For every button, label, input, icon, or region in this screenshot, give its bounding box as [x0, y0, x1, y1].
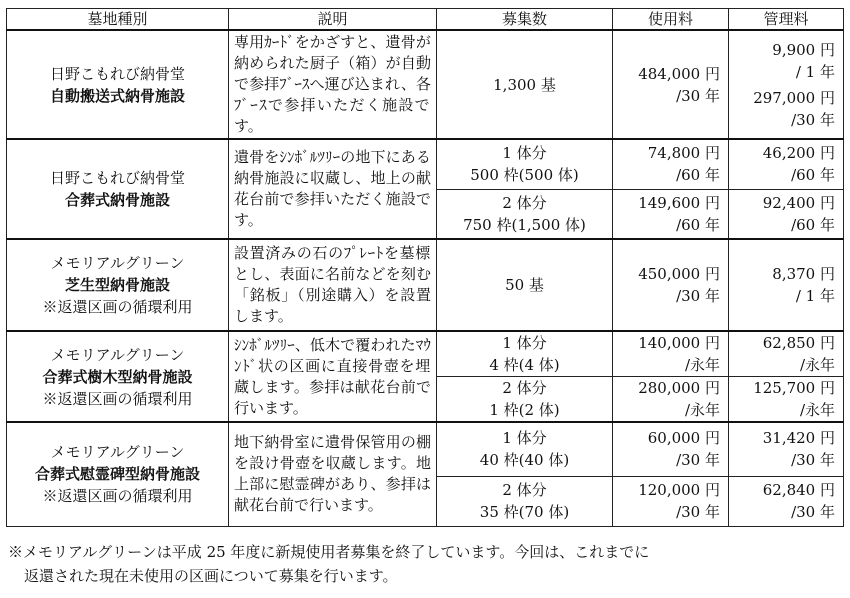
usage-fee-cell — [613, 476, 729, 526]
count-cell — [437, 377, 613, 423]
facility-type: 合葬式慰霊碑型納骨施設 — [34, 465, 200, 484]
count-unit: 1 体分 — [502, 334, 547, 352]
cemetery-type-cell — [7, 139, 229, 239]
count-unit: 2 体分 — [502, 379, 547, 397]
management-fee-cell — [729, 476, 844, 526]
count-slots: 750 枠(1,500 体) — [463, 215, 586, 234]
count-slots: 35 枠(70 体) — [479, 503, 570, 521]
fee-amount: 280,000 円 — [638, 379, 720, 397]
count-unit: 2 体分 — [502, 193, 547, 212]
fee-period: /30 年 — [676, 451, 720, 470]
description-cell: 地下納骨室に遺骨保管用の棚を設け骨壺を収蔵します。地上部に慰霊碑があり、参拝は献花台前で行います。 — [229, 422, 437, 526]
usage-fee-cell — [613, 139, 729, 189]
mgmt-period: /永年 — [799, 401, 835, 419]
header-cemetery-type: 墓地種別 — [7, 9, 229, 31]
facility-location: メモリアルグリーン — [50, 345, 185, 364]
header-management-fee: 管理料 — [729, 9, 844, 31]
count-slots: 40 枠(40 体) — [479, 451, 570, 470]
fee-period: /永年 — [684, 401, 720, 419]
count-slots: 500 枠(500 体) — [470, 166, 579, 185]
mgmt-period: /30 年 — [791, 110, 835, 129]
count-slots: 1 枠(2 体) — [489, 401, 560, 419]
management-fee-cell — [729, 239, 844, 331]
mgmt-amount: 92,400 円 — [762, 193, 835, 212]
management-fee-cell — [729, 30, 844, 139]
count-slots: 4 枠(4 体) — [489, 356, 560, 374]
cemetery-type-cell — [7, 30, 229, 139]
usage-fee-cell — [613, 30, 729, 139]
header-usage-fee: 使用料 — [613, 9, 729, 31]
count-cell: 1,300 基 — [437, 30, 613, 139]
management-fee-cell — [729, 377, 844, 423]
fee-amount: 74,800 円 — [647, 144, 720, 163]
fee-period: /60 年 — [676, 166, 720, 185]
cemetery-type-cell — [7, 422, 229, 526]
mgmt-amount: 125,700 円 — [753, 379, 835, 397]
facility-type: 合葬式納骨施設 — [64, 191, 170, 209]
mgmt-amount: 46,200 円 — [762, 144, 835, 163]
fee-amount: 60,000 円 — [647, 429, 720, 448]
fee-amount: 450,000 円 — [638, 265, 720, 283]
count-cell — [437, 476, 613, 526]
description-cell: 遺骨をｼﾝﾎﾞﾙﾂﾘｰの地下にある納骨施設に収蔵し、地上の献花台前で参拝いただく施設です。 — [229, 139, 437, 239]
fee-amount: 120,000 円 — [638, 481, 720, 499]
facility-note: ※返還区画の循環利用 — [42, 389, 193, 408]
mgmt-amount: 8,370 円 — [772, 265, 835, 283]
mgmt-amount: 9,900 円 — [772, 40, 835, 59]
table-row — [7, 239, 844, 331]
table-row — [7, 139, 844, 189]
usage-fee-cell — [613, 331, 729, 377]
footnote-line-2: 返還された現在未使用の区画について募集を行います。 — [24, 567, 398, 585]
mgmt-amount: 31,420 円 — [762, 429, 835, 448]
cemetery-recruitment-table — [6, 8, 844, 527]
mgmt-period: /60 年 — [791, 215, 835, 234]
fee-period: /永年 — [684, 356, 720, 374]
count-unit: 1 体分 — [502, 144, 547, 163]
facility-type: 芝生型納骨施設 — [64, 276, 170, 294]
table-row — [7, 331, 844, 377]
fee-amount: 140,000 円 — [638, 334, 720, 352]
usage-fee-cell — [613, 422, 729, 476]
mgmt-amount: 62,850 円 — [762, 334, 835, 352]
facility-location: 日野こもれび納骨堂 — [49, 169, 185, 187]
management-fee-cell — [729, 189, 844, 239]
footnote — [8, 540, 843, 588]
count-cell — [437, 189, 613, 239]
description-cell: 設置済みの石のﾌﾟﾚｰﾄを墓標とし、表面に名前などを刻む「銘板」（別途購入）を設置します。 — [229, 239, 437, 331]
count-unit: 1 体分 — [502, 429, 547, 448]
description-cell: ｼﾝﾎﾞﾙﾂﾘｰ、低木で覆われたﾏｳﾝﾄﾞ状の区画に直接骨壺を埋蔵します。参拝は献花台前で行います。 — [229, 331, 437, 422]
facility-location: メモリアルグリーン — [50, 254, 185, 272]
management-fee-annual — [729, 37, 843, 85]
count-cell — [437, 139, 613, 189]
facility-location: メモリアルグリーン — [50, 443, 185, 462]
mgmt-period: / 1 年 — [795, 287, 835, 305]
usage-fee-cell — [613, 189, 729, 239]
usage-fee-cell — [613, 239, 729, 331]
table-row — [7, 30, 844, 139]
mgmt-amount: 297,000 円 — [753, 88, 835, 107]
table-header-row — [7, 9, 844, 31]
header-recruitment-count: 募集数 — [437, 9, 613, 31]
header-description: 説明 — [229, 9, 437, 31]
mgmt-period: /30 年 — [791, 451, 835, 470]
management-fee-cell — [729, 331, 844, 377]
mgmt-period: /30 年 — [791, 503, 835, 521]
count-cell — [437, 422, 613, 476]
facility-type: 自動搬送式納骨施設 — [49, 86, 185, 105]
mgmt-period: /永年 — [799, 356, 835, 374]
cemetery-type-cell — [7, 239, 229, 331]
mgmt-period: / 1 年 — [795, 62, 835, 81]
fee-period: /60 年 — [676, 215, 720, 234]
usage-fee-cell — [613, 377, 729, 423]
management-fee-lump — [729, 85, 843, 133]
count-cell — [437, 331, 613, 377]
management-fee-cell — [729, 139, 844, 189]
fee-amount: 484,000 円 — [638, 64, 720, 83]
table-row — [7, 422, 844, 476]
facility-note: ※返還区画の循環利用 — [42, 487, 193, 506]
count-cell: 50 基 — [437, 239, 613, 331]
fee-period: /30 年 — [676, 287, 720, 305]
mgmt-amount: 62,840 円 — [762, 481, 835, 499]
facility-location: 日野こもれび納骨堂 — [49, 64, 185, 83]
management-fee-cell — [729, 422, 844, 476]
footnote-line-1: ※メモリアルグリーンは平成 25 年度に新規使用者募集を終了しています。今回は、これまでに — [8, 543, 650, 561]
fee-amount: 149,600 円 — [638, 193, 720, 212]
mgmt-period: /60 年 — [791, 166, 835, 185]
fee-period: /30 年 — [676, 503, 720, 521]
fee-period: /30 年 — [676, 86, 720, 105]
facility-note: ※返還区画の循環利用 — [42, 298, 193, 316]
facility-type: 合葬式樹木型納骨施設 — [42, 367, 193, 386]
count-unit: 2 体分 — [502, 481, 547, 499]
cemetery-type-cell — [7, 331, 229, 422]
description-cell: 専用ｶｰﾄﾞをかざすと、遺骨が納められた厨子（箱）が自動で参拝ﾌﾞｰｽへ運び込まれ、各ﾌﾞｰｽで参拝いただく施設です。 — [229, 30, 437, 139]
